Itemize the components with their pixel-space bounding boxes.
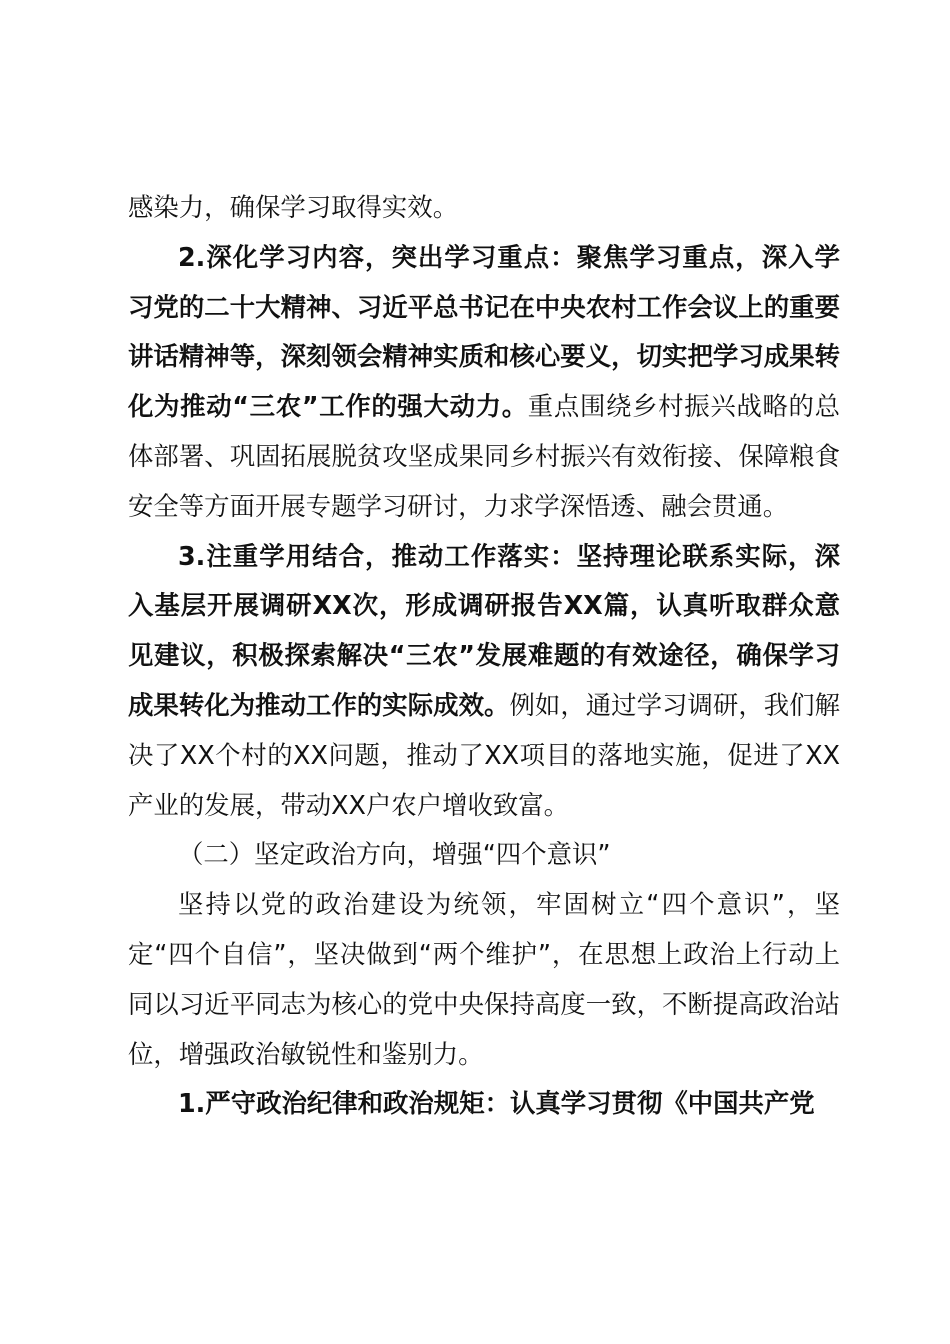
document-body <box>128 183 840 1129</box>
paragraph-1 <box>128 183 840 233</box>
section-heading-2 <box>128 830 840 880</box>
paragraph-2-bold: 2.深化学习内容，突出学习重点：聚焦学习重点，深入学习党的二十大精神、习近平总书记在中央农村工作会议上的重要讲话精神等，深刻领会精神实质和核心要义，切实把学习成果转化为推动“三农”工作的强大动力。 <box>128 241 840 422</box>
paragraph-3-text: 例如，通过学习调研，我们解决了XX个村的XX问题，推动了XX项目的落地实施，促进了XX产业的发展，带动XX户农户增收致富。 <box>128 689 841 820</box>
paragraph-6 <box>128 1079 840 1129</box>
paragraph-3-bold: 3.注重学用结合，推动工作落实：坚持理论联系实际，深入基层开展调研XX次，形成调研报告XX篇，认真听取群众意见建议，积极探索解决“三农”发展难题的有效途径，确保学习成果转化为推动工作的实际成效。 <box>128 540 840 720</box>
paragraph-2-text: 重点围绕乡村振兴战略的总体部署、巩固拓展脱贫攻坚成果同乡村振兴有效衔接、保障粮食安全等方面开展专题学习研讨，力求学深悟透、融会贯通。 <box>128 391 841 521</box>
paragraph-5-text: 坚持以党的政治建设为统领，牢固树立“四个意识”，坚定“四个自信”，坚决做到“两个维护”，在思想上政治上行动上同以习近平同志为核心的党中央保持高度一致，不断提高政治站位，增强政治敏锐性和鉴别力。 <box>128 889 840 1069</box>
paragraph-3 <box>128 532 840 831</box>
section-heading-2-text: （二）坚定政治方向，增强“四个意识” <box>178 839 611 870</box>
paragraph-2 <box>128 233 840 532</box>
paragraph-5 <box>128 880 840 1079</box>
paragraph-6-bold: 1.严守政治纪律和政治规矩：认真学习贯彻《中国共产党 <box>178 1088 815 1119</box>
paragraph-1-text: 感染力，确保学习取得实效。 <box>128 192 459 222</box>
